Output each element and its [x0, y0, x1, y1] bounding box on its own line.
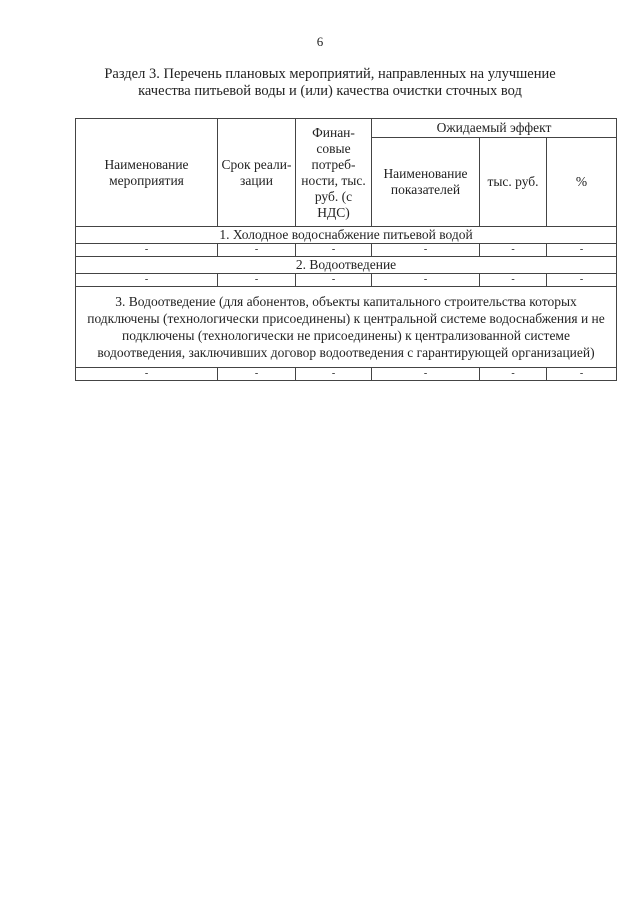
table-row	[76, 244, 617, 257]
table-cell: -	[76, 274, 218, 287]
section-row	[76, 227, 617, 244]
table-cell: -	[296, 244, 372, 257]
table-row	[76, 368, 617, 381]
header-row-top	[76, 119, 617, 138]
measures-table	[75, 118, 617, 381]
table-cell: -	[76, 368, 218, 381]
section-row	[76, 287, 617, 368]
table-cell: -	[296, 274, 372, 287]
table-cell: -	[480, 274, 547, 287]
table-cell: -	[218, 368, 296, 381]
table-cell: -	[218, 244, 296, 257]
table-cell: -	[480, 244, 547, 257]
section-title-wastewater-subscribers: 3. Водоотведение (для абонентов, объекты капитального строительства которых подключены (технологически присоединены) к центральной системе водоснабжения и не подключены (технологически не присоединены) к централизованной системе водоотведения, заключивших договор водоотведения с гарантирующей организацией)	[76, 287, 617, 368]
header-term: Срок реали-зации	[218, 119, 296, 227]
table-cell: -	[372, 244, 480, 257]
page-number: 6	[316, 34, 324, 49]
table-cell: -	[547, 274, 617, 287]
table-cell: -	[547, 244, 617, 257]
section-title-cold-water: 1. Холодное водоснабжение питьевой водой	[76, 227, 617, 244]
header-indicator-name: Наименование показателей	[372, 138, 480, 227]
table-cell: -	[218, 274, 296, 287]
table-cell: -	[372, 274, 480, 287]
table-row	[76, 274, 617, 287]
table-cell: -	[296, 368, 372, 381]
section-title-wastewater: 2. Водоотведение	[76, 257, 617, 274]
table-cell: -	[480, 368, 547, 381]
section-title-line-2: качества питьевой воды и (или) качества очистки сточных вод	[138, 83, 522, 99]
section-title	[60, 66, 600, 100]
table-cell: -	[76, 244, 218, 257]
header-expected-effect: Ожидаемый эффект	[372, 119, 617, 138]
header-financing: Финан-совые потреб-ности, тыс. руб. (с НДС)	[296, 119, 372, 227]
header-percent: %	[547, 138, 617, 227]
header-thousand-rub: тыс. руб.	[480, 138, 547, 227]
table-cell: -	[547, 368, 617, 381]
table-cell: -	[372, 368, 480, 381]
section-row	[76, 257, 617, 274]
header-measure-name: Наименование мероприятия	[76, 119, 218, 227]
section-title-line-1: Раздел 3. Перечень плановых мероприятий, направленных на улучшение	[104, 66, 556, 82]
